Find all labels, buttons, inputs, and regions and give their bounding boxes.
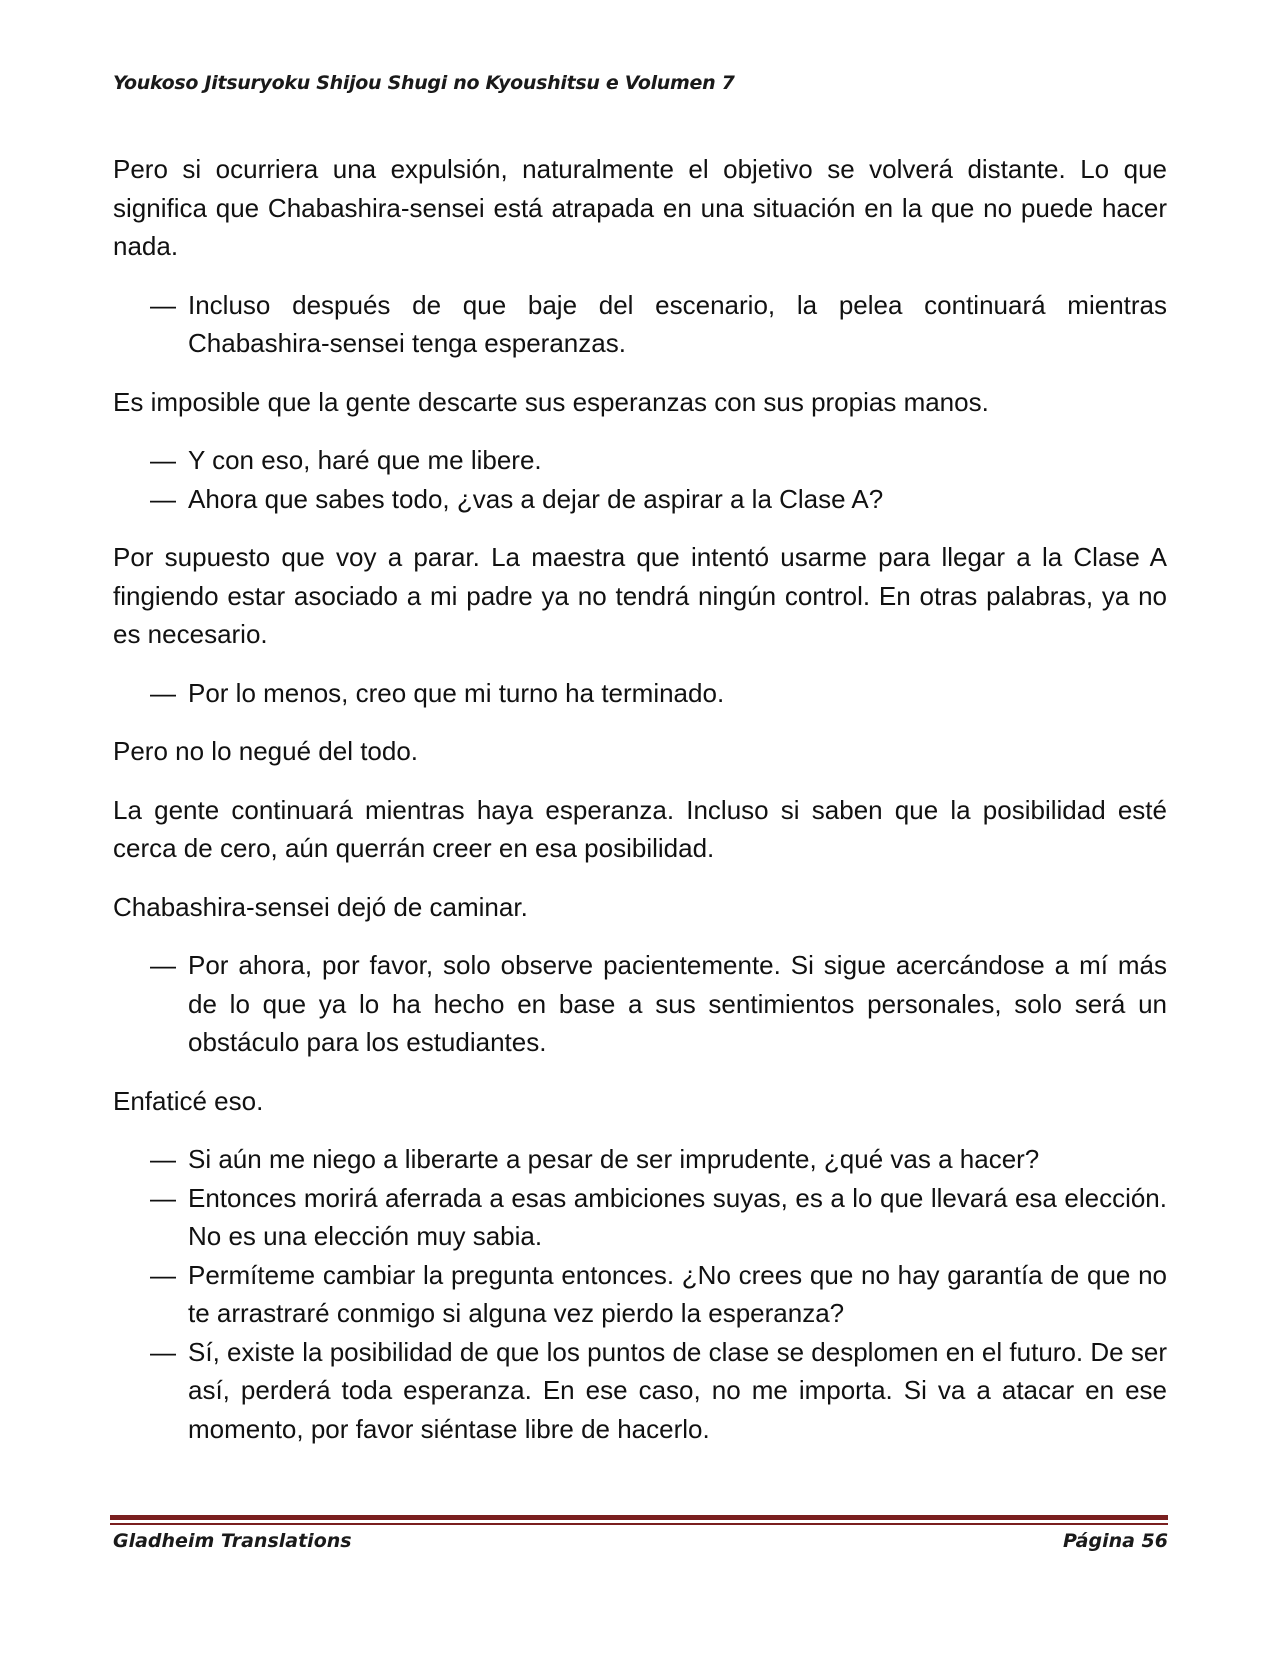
dialog-dash: —	[150, 483, 176, 514]
paragraph: Chabashira-sensei dejó de caminar.	[113, 891, 528, 922]
page-header-title: Youkoso Jitsuryoku Shijou Shugi no Kyoushitsu e Volumen 7	[113, 72, 735, 94]
dialog-text: Entonces morirá aferrada a esas ambiciones suyas, es a lo que llevará esa elección. No es una elección muy sabia.	[188, 1182, 1167, 1251]
dialog-group	[113, 674, 1167, 713]
dialog-group	[113, 946, 1167, 1062]
footer-rule	[110, 1515, 1168, 1520]
dialog-text: Por lo menos, creo que mi turno ha terminado.	[188, 677, 725, 708]
dialog-text: Permíteme cambiar la pregunta entonces. ¿No crees que no hay garantía de que no te arrastraré conmigo si alguna vez pierdo la esperanza?	[188, 1259, 1167, 1328]
dialog-dash: —	[150, 1259, 176, 1290]
dialog-dash: —	[150, 445, 176, 475]
dialog-text: Por ahora, por favor, solo observe pacientemente. Si sigue acercándose a mí más de lo que ya lo ha hecho en base a sus sentimientos personales, solo será un obstáculo para los estudiantes.	[188, 950, 1167, 1057]
dialog-text: Sí, existe la posibilidad de que los puntos de clase se desplomen en el futuro. De ser así, perderá toda esperanza. En ese caso, no me importa. Si va a atacar en ese momento, por favor siéntase libre de hacerlo.	[188, 1336, 1167, 1444]
dialog-line	[113, 1333, 1167, 1449]
dialog-line	[113, 674, 1167, 713]
dialog-line	[113, 286, 1167, 363]
dialog-dash: —	[150, 1182, 176, 1213]
dialog-line	[113, 946, 1167, 1062]
dialog-line	[113, 1140, 1167, 1179]
dialog-line	[113, 1179, 1167, 1256]
dialog-dash: —	[150, 1144, 176, 1174]
dialog-dash: —	[150, 950, 176, 980]
dialog-line	[113, 480, 1167, 519]
dialog-group	[113, 1140, 1167, 1448]
dialog-line	[113, 1256, 1167, 1333]
dialog-text: Y con eso, haré que me libere.	[188, 445, 542, 475]
paragraph: Por supuesto que voy a parar. La maestra que intentó usarme para llegar a la Clase A fingiendo estar asociado a mi padre ya no tendrá ningún control. En otras palabras, ya no es necesario.	[113, 542, 1167, 649]
dialog-dash: —	[150, 1336, 176, 1367]
dialog-text: Ahora que sabes todo, ¿vas a dejar de aspirar a la Clase A?	[188, 483, 884, 514]
footer-credit: Gladheim Translations	[113, 1530, 352, 1552]
paragraph: Enfaticé eso.	[113, 1085, 264, 1116]
dialog-dash: —	[150, 677, 176, 708]
page-content	[113, 150, 1167, 1468]
paragraph: Pero no lo negué del todo.	[113, 736, 419, 766]
paragraph: La gente continuará mientras haya esperanza. Incluso si saben que la posibilidad esté cerca de cero, aún querrán creer en esa posibilidad.	[113, 794, 1167, 863]
dialog-text: Si aún me niego a liberarte a pesar de ser imprudente, ¿qué vas a hacer?	[188, 1144, 1040, 1174]
dialog-dash: —	[150, 289, 176, 320]
paragraph: Es imposible que la gente descarte sus esperanzas con sus propias manos.	[113, 386, 989, 417]
footer-rule-thin	[110, 1523, 1168, 1525]
page-number: Página 56	[1062, 1530, 1168, 1552]
dialog-group	[113, 286, 1167, 363]
dialog-text: Incluso después de que baje del escenario, la pelea continuará mientras Chabashira-sensei tenga esperanzas.	[188, 289, 1167, 358]
dialog-group	[113, 441, 1167, 518]
dialog-line	[113, 441, 1167, 480]
paragraph: Pero si ocurriera una expulsión, naturalmente el objetivo se volverá distante. Lo que significa que Chabashira-sensei está atrapada en una situación en la que no puede hacer nada.	[113, 154, 1167, 261]
